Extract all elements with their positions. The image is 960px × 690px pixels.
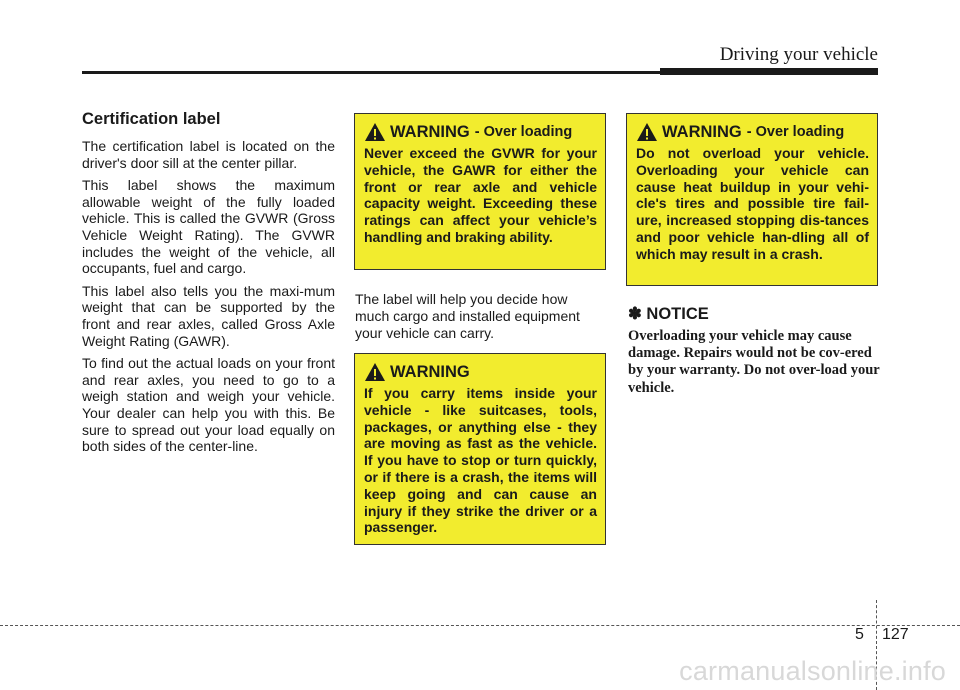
certification-paragraph: This label also tells you the maxi-mum weight that can be supported by the front and rear axles, called Gross Axle Weight Rating (GAWR). (82, 282, 335, 349)
warning-subtitle: - Over loading (474, 124, 573, 140)
certification-paragraph: The certification label is located on the driver's door sill at the center pillar. (82, 138, 335, 171)
warning-gvwr-header (364, 120, 597, 144)
label-help-paragraph: The label will help you decide how much cargo and installed equipment your vehicle can carry. (355, 291, 580, 341)
page-number: 127 (882, 626, 909, 643)
section-title: Driving your vehicle (719, 44, 878, 65)
warning-triangle-icon (364, 122, 386, 142)
warning-overload-box (626, 113, 878, 286)
certification-heading: Certification label (82, 110, 221, 128)
certification-paragraph: To find out the actual loads on your front and rear axles, you need to go to a weigh station and weigh your vehicle. Your dealer can help you with this. Be sure to spread out your load equally on both sides of the center-line. (82, 355, 335, 455)
chapter-number: 5 (855, 626, 864, 643)
warning-subtitle: - Over loading (746, 124, 845, 140)
warning-items-text: If you carry items inside your vehicle - like suitcases, tools, packages, or anything else - they are moving as fast as the vehicle. If you have to stop or turn quickly, or if there is a crash, the items will keep going and can cause an injury if they strike the driver or a passenger. (364, 385, 597, 536)
warning-overload-text: Do not overload your vehicle. Overloading your vehicle can cause heat buildup in your vehi-cle's tires and possible tire fail-ure, increased stopping dis-tances and poor vehicle han-dling all of which may result in a crash. (636, 145, 869, 262)
warning-title: WARNING (662, 122, 742, 141)
warning-title: WARNING (390, 122, 470, 141)
notice-text: Overloading your vehicle may cause damage. Repairs would not be cov-ered by your warranty. Do not over-load your vehicle. (628, 328, 880, 396)
warning-triangle-icon (636, 122, 658, 142)
certification-paragraph: This label shows the maximum allowable weight of the fully loaded vehicle. This is called the GVWR (Gross Vehicle Weight Rating). The GVWR includes the weight of the vehicle, all occupants, fuel and cargo. (82, 177, 335, 277)
warning-gvwr-box (354, 113, 606, 270)
warning-title: WARNING (390, 362, 470, 381)
warning-items-header (364, 360, 597, 384)
warning-items-box (354, 353, 606, 545)
warning-triangle-icon (364, 362, 386, 382)
notice-title: ✽ NOTICE (628, 305, 709, 323)
certification-section (82, 110, 335, 461)
footer-divider (0, 625, 960, 626)
header-rule-accent (660, 68, 878, 75)
watermark: carmanualsonline.info (679, 656, 946, 686)
warning-gvwr-text: Never exceed the GVWR for your vehicle, the GAWR for either the front or rear axle and vehicle capacity weight. Exceeding these ratings can affect your vehicle’s handling and braking ability. (364, 145, 597, 245)
warning-overload-header (636, 120, 869, 144)
